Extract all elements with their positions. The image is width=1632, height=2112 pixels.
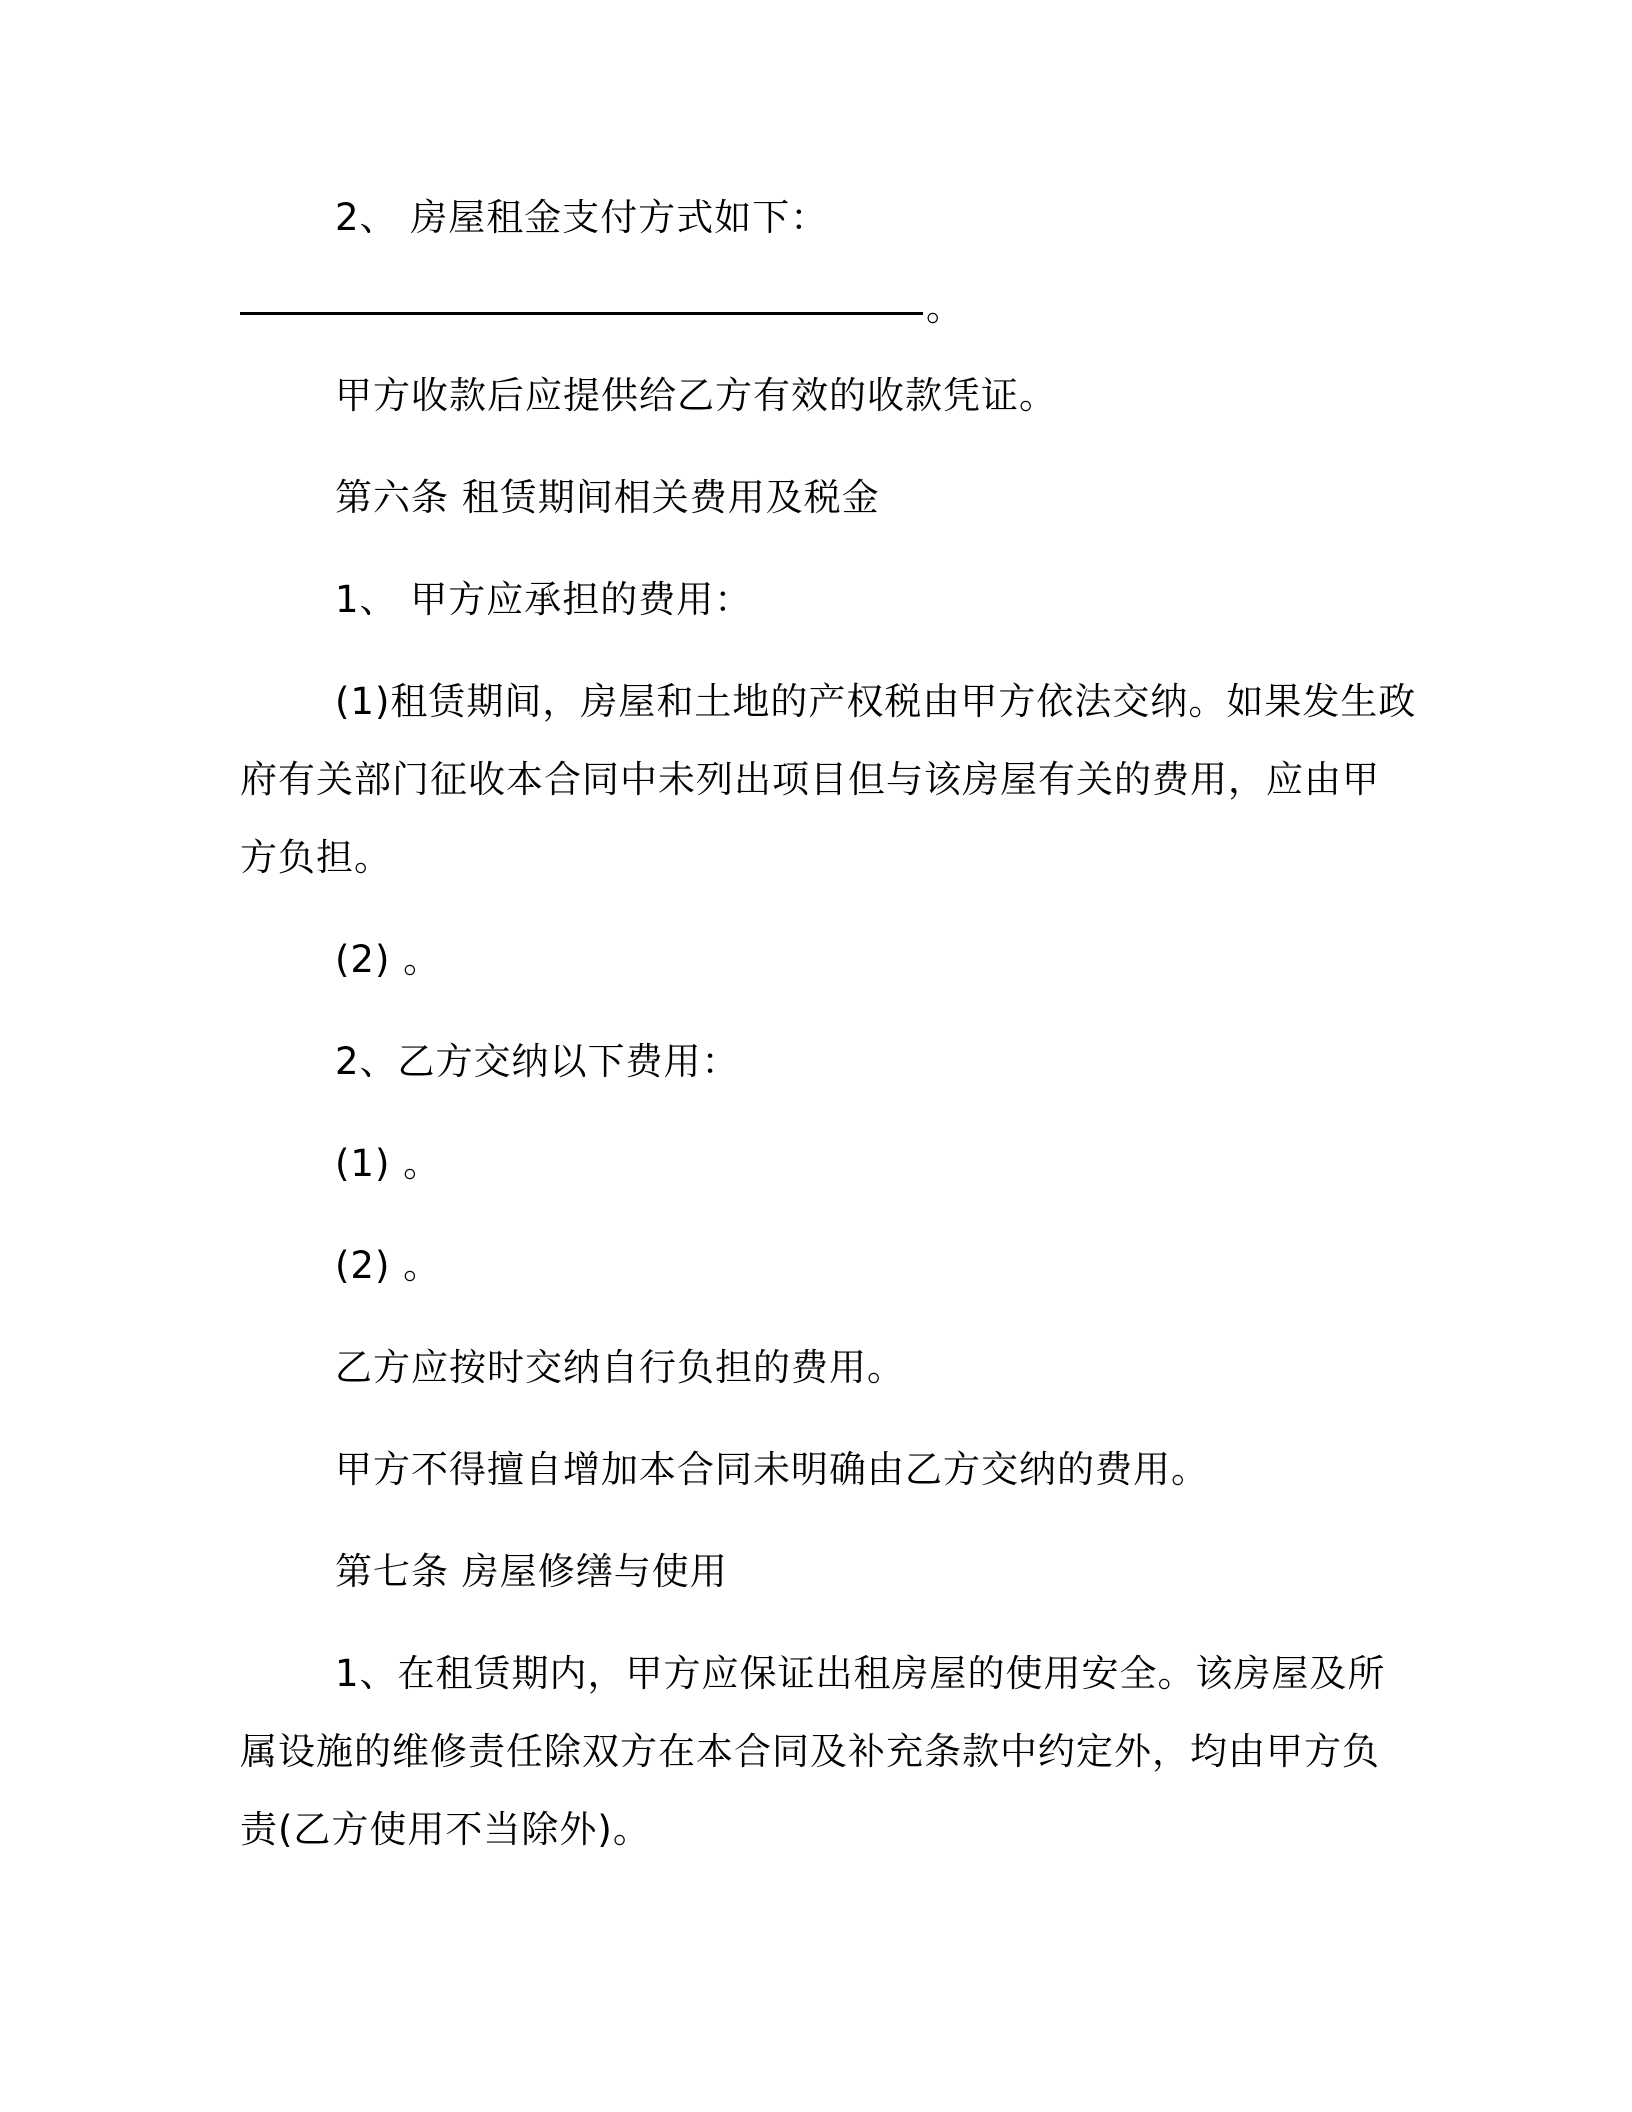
payment-method-item: 2、 房屋租金支付方式如下： [335, 196, 829, 239]
party-a-fee1-line1: (1)租赁期间，房屋和土地的产权税由甲方依法交纳。如果发生政 [335, 680, 1417, 723]
party-a-fee2: (2) 。 [335, 938, 442, 981]
article7-item1-line2: 属设施的维修责任除双方在本合同及补充条款中约定外，均由甲方负 [240, 1730, 1380, 1773]
article7-item1-line1: 1、在租赁期内，甲方应保证出租房屋的使用安全。该房屋及所 [335, 1652, 1386, 1695]
party-b-pay-on-time: 乙方应按时交纳自行负担的费用。 [335, 1346, 905, 1389]
party-a-no-extra-fees: 甲方不得擅自增加本合同未明确由乙方交纳的费用。 [335, 1448, 1209, 1491]
party-b-fee2: (2) 。 [335, 1244, 442, 1287]
party-b-fee1: (1) 。 [335, 1142, 442, 1185]
receipt-note: 甲方收款后应提供给乙方有效的收款凭证。 [335, 374, 1057, 417]
blank-period: 。 [926, 286, 963, 329]
party-a-fees-heading: 1、 甲方应承担的费用： [335, 578, 753, 621]
article6-title: 第六条 租赁期间相关费用及税金 [335, 476, 880, 519]
article7-item1-line3: 责(乙方使用不当除外)。 [240, 1808, 651, 1851]
article7-title: 第七条 房屋修缮与使用 [335, 1550, 728, 1593]
party-a-fee1-line2: 府有关部门征收本合同中未列出项目但与该房屋有关的费用，应由甲 [240, 758, 1380, 801]
fill-in-blank-line [240, 312, 923, 315]
party-b-fees-heading: 2、乙方交纳以下费用： [335, 1040, 740, 1083]
party-a-fee1-line3: 方负担。 [240, 836, 392, 879]
